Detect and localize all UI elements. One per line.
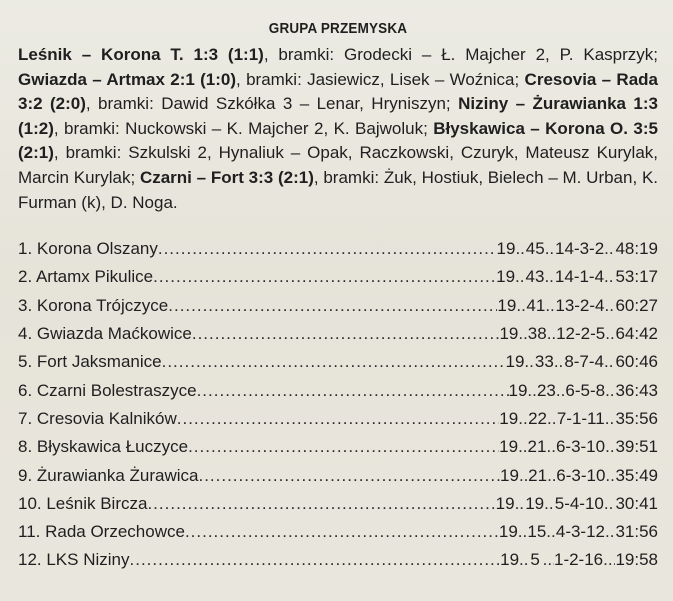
win-draw-loss: 5-4-10: [554, 493, 604, 513]
games-played: 19: [500, 465, 519, 485]
table-row: [18, 522, 658, 550]
table-row: [18, 381, 658, 409]
points: 22: [528, 408, 547, 428]
points: 5: [530, 550, 540, 570]
goals: 64:42: [615, 324, 659, 344]
win-draw-loss: 4-3-12: [555, 522, 605, 542]
points: 41: [526, 295, 546, 315]
table-row: [18, 324, 658, 352]
team-name: 7. Cresovia Kalników: [18, 408, 177, 428]
league-table: [18, 239, 658, 579]
match-scorers: , bramki: Nuckowski – K. Majcher 2, K. Bajwoluk;: [53, 118, 428, 138]
table-row: [18, 352, 658, 380]
games-played: 19: [499, 408, 519, 428]
points: 45: [525, 239, 545, 259]
team-name: 8. Błyskawica Łuczyce: [18, 437, 189, 457]
points: 23: [536, 380, 556, 400]
table-row: [18, 296, 658, 324]
points: 19: [525, 493, 545, 513]
match-result: Cresovia – Rada 3:2 (2:0): [18, 69, 658, 114]
match-scorers: , bramki: Dawid Szkółka 3 – Lenar, Hryniszyn;: [85, 94, 451, 114]
win-draw-loss: 6-5-8: [565, 380, 606, 400]
goals: 53:17: [615, 267, 659, 287]
games-played: 19: [505, 352, 525, 372]
win-draw-loss: 14-1-4: [554, 267, 605, 287]
goals: 36:43: [615, 380, 658, 400]
win-draw-loss: 7-1-11: [556, 408, 605, 428]
win-draw-loss: 13-2-4: [555, 295, 605, 315]
table-row: [18, 494, 658, 522]
match-result: Leśnik – Korona T. 1:3 (1:1): [18, 45, 264, 64]
team-name: 6. Czarni Bolestraszyce: [18, 380, 197, 400]
table-row: [18, 267, 658, 295]
win-draw-loss: 6-3-10: [556, 465, 606, 485]
match-result: Czarni – Fort 3:3 (2:1): [139, 167, 314, 187]
article-column: [18, 14, 658, 579]
match-result: Gwiazda – Artmax 2:1 (1:0): [18, 69, 237, 89]
match-result: Niziny – Żurawianka 1:3 (1:2): [18, 94, 659, 138]
points: 33: [534, 352, 554, 372]
points: 43: [525, 267, 545, 287]
table-row: [18, 466, 658, 494]
match-scorers: , bramki: Szkulski 2, Hynaliuk – Opak, Raczkowski, Czuryk, Mateusz Kurylak, Marcin Kurylak;: [18, 143, 658, 187]
games-played: 19: [499, 324, 519, 344]
games-played: 19: [495, 493, 515, 513]
table-row: [18, 550, 658, 578]
team-name: 10. Leśnik Bircza: [18, 493, 148, 513]
games-played: 19: [496, 267, 516, 287]
win-draw-loss: 14-3-2: [555, 239, 605, 259]
team-name: 2. Artamx Pikulice: [18, 267, 154, 287]
match-result: Błyskawica – Korona O. 3:5 (2:1): [18, 118, 658, 163]
games-played: 19: [498, 522, 518, 542]
table-row: [18, 437, 658, 465]
goals: 19:58: [615, 550, 658, 570]
goals: 35:49: [615, 465, 658, 485]
points: 15: [527, 522, 547, 542]
team-name: 5. Fort Jaksmanice: [18, 352, 162, 372]
match-scorers: , bramki: Grodecki – Ł. Majcher 2, P. Kasprzyk;: [263, 45, 658, 64]
goals: 30:41: [615, 493, 659, 513]
win-draw-loss: 8-7-4: [564, 352, 604, 372]
table-row: [18, 409, 658, 437]
games-played: 19: [496, 239, 516, 259]
team-name: 12. LKS Niziny: [18, 550, 130, 570]
goals: 60:46: [615, 352, 658, 372]
win-draw-loss: 6-3-10: [555, 437, 606, 457]
section-title: GRUPA PRZEMYSKA: [268, 20, 408, 37]
win-draw-loss: 12-2-5: [556, 324, 606, 344]
team-name: 3. Korona Trójczyce: [18, 295, 169, 315]
team-name: 11. Rada Orzechowce: [18, 522, 185, 542]
points: 21: [527, 437, 547, 457]
goals: 48:19: [615, 239, 658, 259]
team-name: 4. Gwiazda Maćkowice: [18, 324, 192, 344]
goals: 35:56: [615, 408, 658, 428]
match-scorers: , bramki: Jasiewicz, Lisek – Woźnica;: [236, 69, 520, 89]
games-played: 19: [497, 295, 517, 315]
team-name: 1. Korona Olszany: [18, 239, 158, 259]
points: 38: [527, 324, 547, 344]
match-results: [18, 43, 658, 215]
games-played: 19: [499, 437, 519, 457]
table-row: [18, 239, 658, 267]
goals: 31:56: [615, 522, 658, 542]
points: 21: [528, 465, 548, 485]
win-draw-loss: 1-2-16: [553, 550, 604, 570]
goals: 39:51: [615, 437, 658, 457]
match-scorers: , bramki: Żuk, Hostiuk, Bielech – M. Urban, K. Furman (k), D. Noga.: [18, 167, 659, 212]
goals: 60:27: [615, 295, 658, 315]
team-name: 9. Żurawianka Żurawica: [18, 465, 199, 485]
games-played: 19: [500, 550, 520, 570]
games-played: 19: [508, 380, 528, 400]
